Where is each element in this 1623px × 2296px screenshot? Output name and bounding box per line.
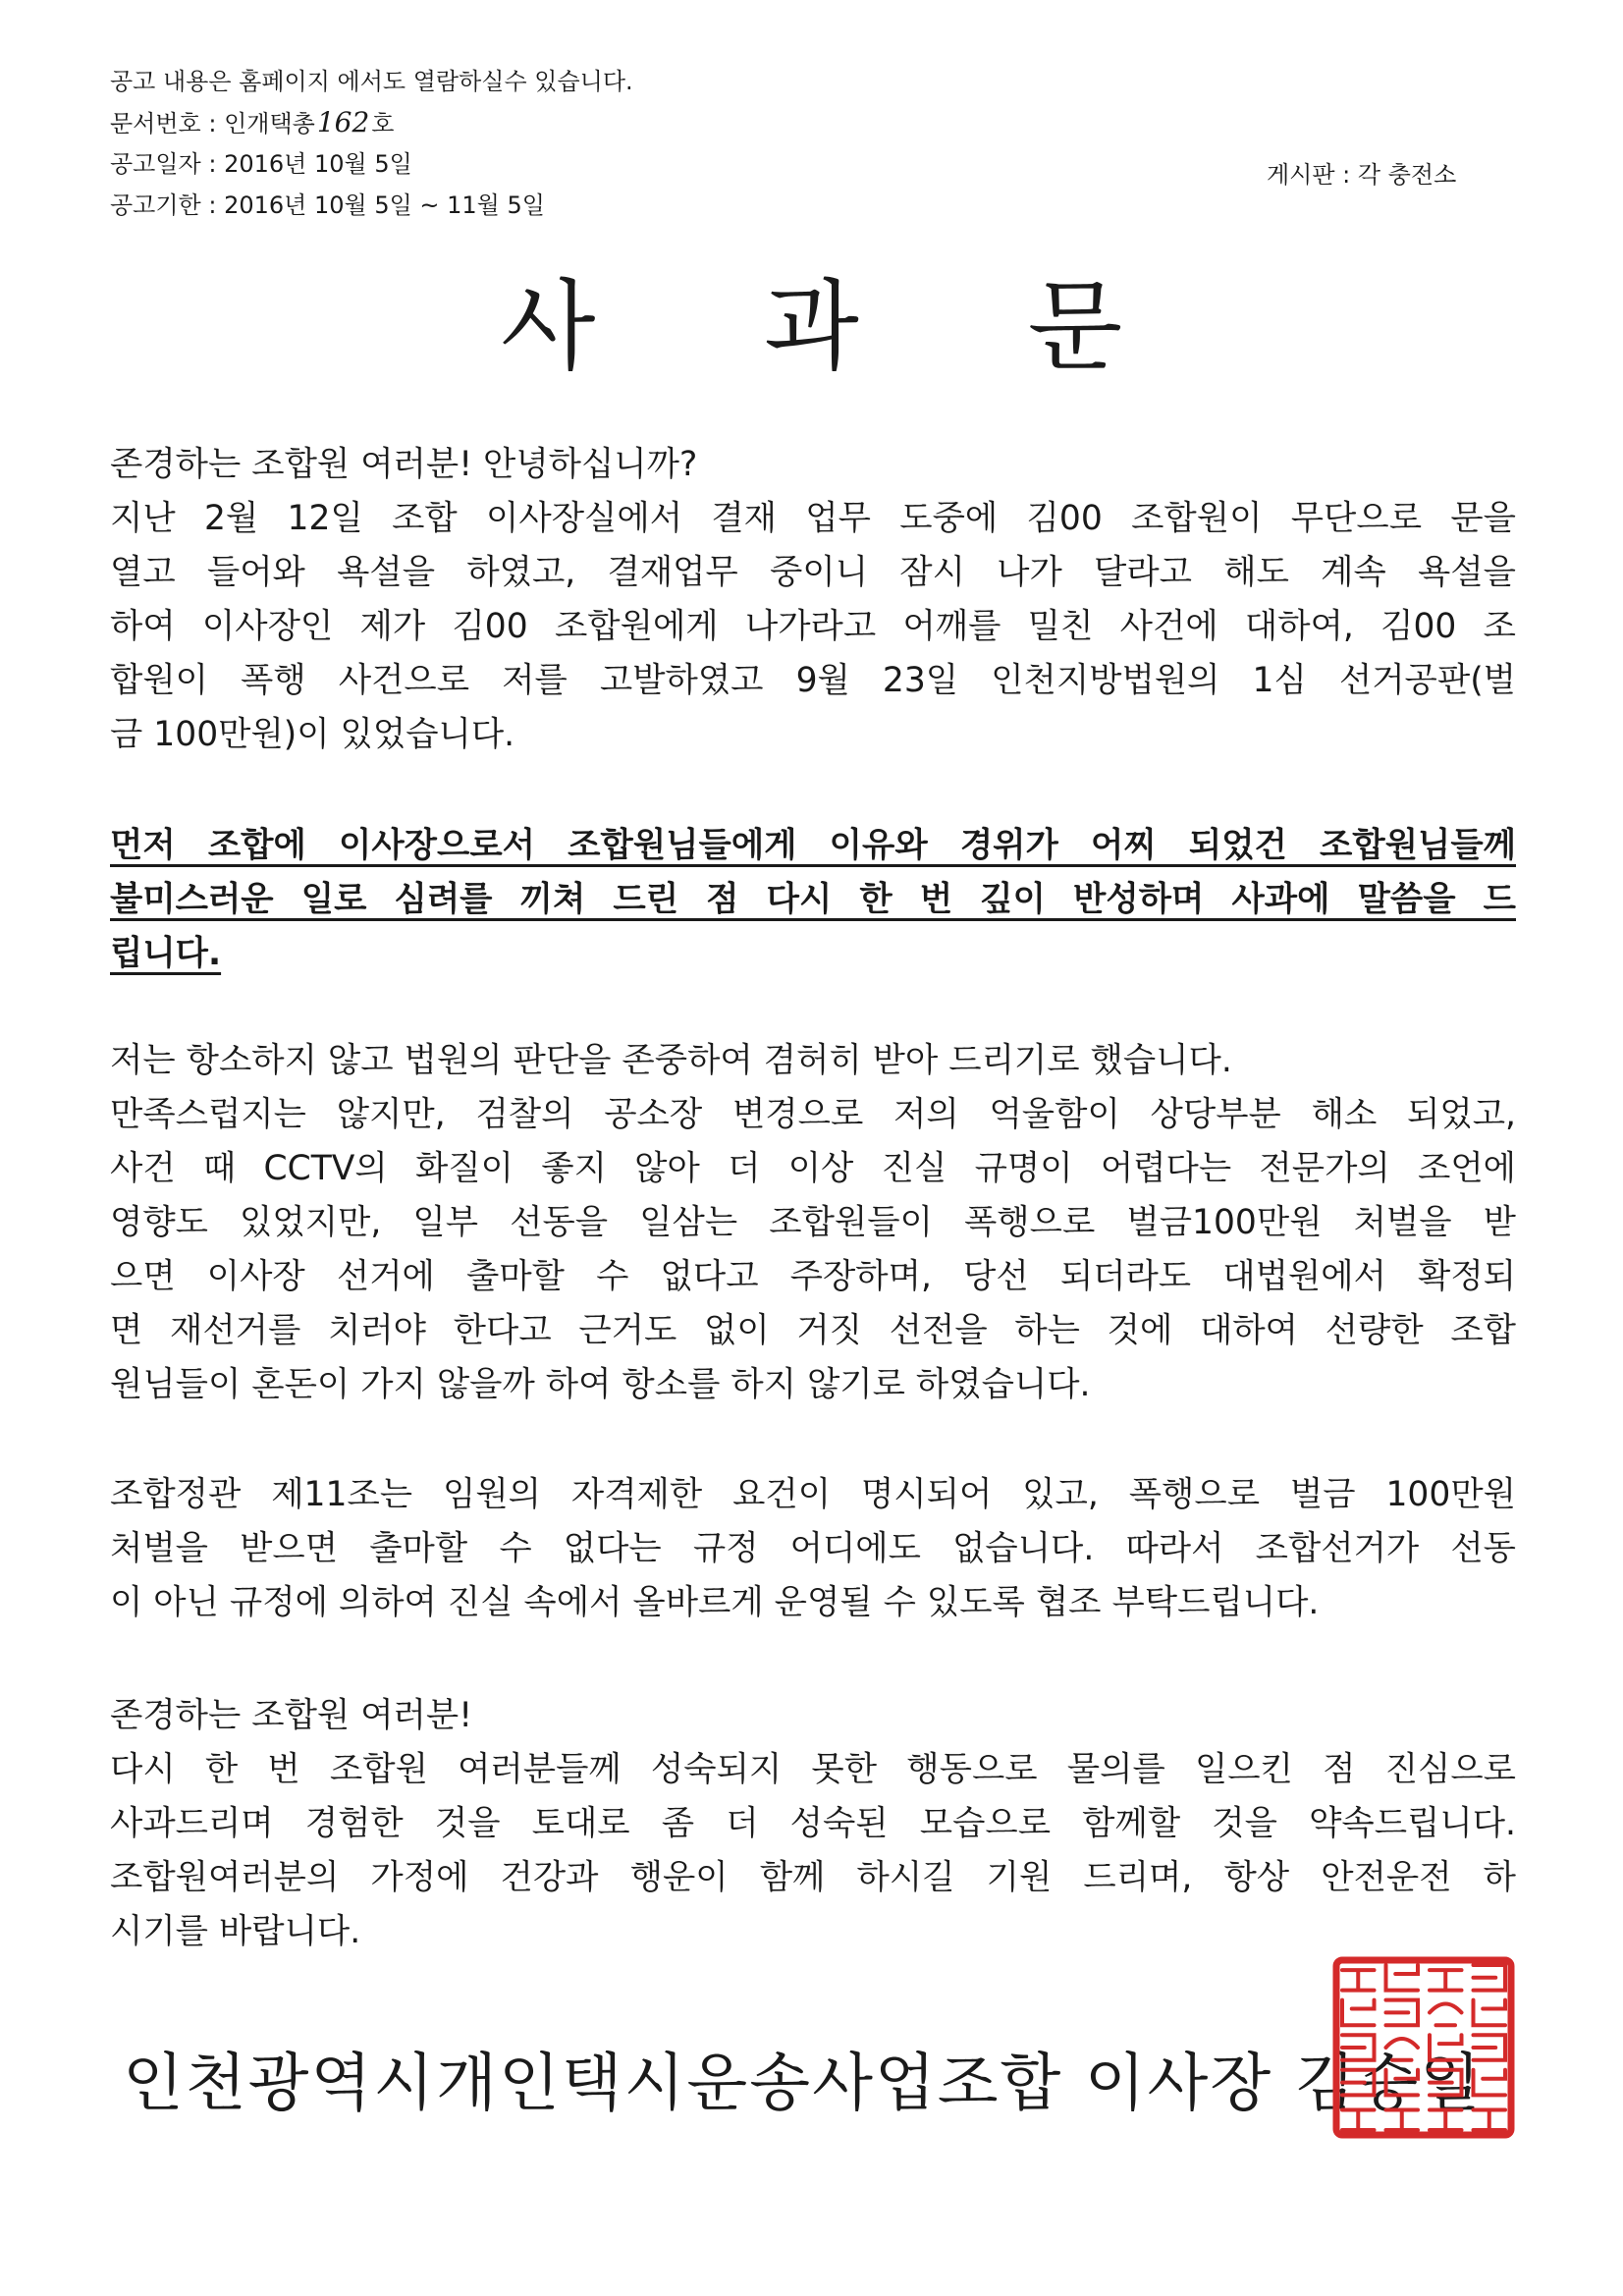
notice-period-line: 공고기한 : 2016년 10월 5일 ~ 11월 5일	[110, 191, 545, 219]
seal-glyph	[1386, 1965, 1419, 1991]
official-seal	[1330, 1954, 1517, 2141]
seal-glyph	[1474, 2110, 1506, 2130]
paragraph-no-appeal	[110, 1034, 1516, 1412]
seal-glyph	[1342, 2000, 1375, 2026]
paragraph-line: 사건 때 CCTV의 화질이 좋지 않아 더 이상 진실 규명이 어렵다는 전문가의 조언에	[110, 1149, 1516, 1188]
paragraph-line: 불미스러운 일로 심려를 끼쳐 드린 점 다시 한 번 깊이 반성하며 사과에 말씀을 드	[110, 880, 1516, 919]
notice-web-line: 공고 내용은 홈페이지 에서도 열람하실수 있습니다.	[110, 68, 633, 95]
seal-glyph	[1342, 2110, 1375, 2130]
paragraph-line: 면 재선거를 치러야 한다고 근거도 없이 거짓 선전을 하는 것에 대하여 선량한 조합	[110, 1311, 1516, 1350]
seal-glyph	[1430, 2003, 1462, 2025]
doc-number-suffix: 호	[371, 110, 395, 137]
seal-glyph	[1386, 2000, 1419, 2026]
paragraph-line: 처벌을 받으면 출마할 수 없다는 규정 어디에도 없습니다. 따라서 조합선거가 선동	[110, 1529, 1516, 1568]
paragraph-line: 저는 항소하지 않고 법원의 판단을 존중하여 겸허히 받아 드리기로 했습니다.	[110, 1041, 1232, 1080]
seal-glyph	[1474, 1965, 1506, 1991]
seal-glyph	[1386, 2039, 1419, 2060]
paragraph-line: 으면 이사장 선거에 출마할 수 없다고 주장하며, 당선 되더라도 대법원에서 확정되	[110, 1257, 1516, 1296]
doc-number-handwritten: 162	[316, 106, 370, 138]
paragraph-greeting	[110, 438, 1516, 762]
paragraph-line: 금 100만원)이 있었습니다.	[110, 715, 515, 754]
signature-line: 인천광역시개인택시운송사업조합 이사장 김승일	[123, 2048, 1483, 2120]
seal-glyph	[1342, 2070, 1375, 2096]
seal-glyph	[1474, 2000, 1506, 2026]
notice-date-line: 공고일자 : 2016년 10월 5일	[110, 150, 412, 178]
seal-glyph	[1430, 2035, 1462, 2060]
seal-glyph	[1474, 2070, 1506, 2096]
seal-glyph	[1386, 2070, 1419, 2096]
paragraph-line: 시기를 바랍니다.	[110, 1912, 361, 1951]
paragraph-line: 열고 들어와 욕설을 하였고, 결재업무 중이니 잠시 나가 달라고 해도 계속 욕설을	[110, 553, 1516, 592]
seal-glyph	[1430, 1970, 1462, 1990]
seal-glyph	[1342, 1970, 1375, 1990]
paragraph-apology-emphasis	[110, 819, 1516, 981]
document-title: 사 과 문	[500, 269, 1192, 384]
doc-number-line	[110, 102, 633, 143]
paragraph-line: 먼저 조합에 이사장으로서 조합원님들에게 이유와 경위가 어찌 되었건 조합원님들께	[110, 826, 1516, 865]
paragraph-line: 조합정관 제11조는 임원의 자격제한 요건이 명시되어 있고, 폭행으로 벌금 100만원	[110, 1475, 1516, 1514]
seal-glyph	[1474, 2035, 1506, 2060]
paragraph-line: 만족스럽지는 않지만, 검찰의 공소장 변경으로 저의 억울함이 상당부분 해소 되었고,	[110, 1095, 1516, 1134]
paragraph-line: 이 아닌 규정에 의하여 진실 속에서 올바르게 운영될 수 있도록 협조 부탁드립니다.	[110, 1583, 1320, 1622]
board-label: 게시판 : 각 충전소	[1267, 161, 1457, 189]
paragraph-line: 조합원여러분의 가정에 건강과 행운이 함께 하시길 기원 드리며, 항상 안전운전 하	[110, 1858, 1516, 1897]
seal-glyph	[1386, 2110, 1419, 2130]
paragraph-line: 사과드리며 경험한 것을 토대로 좀 더 성숙된 모습으로 함께할 것을 약속드립니다.	[110, 1804, 1516, 1843]
paragraph-bylaws	[110, 1468, 1516, 1630]
paragraph-line: 원님들이 혼돈이 가지 않을까 하여 항소를 하지 않기로 하였습니다.	[110, 1365, 1091, 1404]
doc-number-label: 문서번호 : 인개택총	[110, 110, 315, 137]
seal-glyph	[1342, 2035, 1375, 2060]
seal-glyph	[1430, 2070, 1462, 2096]
seal-glyph	[1430, 2110, 1462, 2130]
paragraph-line: 영향도 있었지만, 일부 선동을 일삼는 조합원들이 폭행으로 벌금100만원 처벌을 받	[110, 1203, 1516, 1242]
notice-meta	[110, 61, 633, 226]
paragraph-line: 다시 한 번 조합원 여러분들께 성숙되지 못한 행동으로 물의를 일으킨 점 진심으로	[110, 1750, 1516, 1789]
paragraph-line: 지난 2월 12일 조합 이사장실에서 결재 업무 도중에 김00 조합원이 무단으로 문을	[110, 499, 1516, 538]
paragraph-line: 존경하는 조합원 여러분! 안녕하십니까?	[110, 445, 698, 484]
paragraph-closing	[110, 1689, 1516, 1959]
paragraph-line: 존경하는 조합원 여러분!	[110, 1696, 473, 1735]
paragraph-line: 립니다.	[110, 934, 222, 973]
paragraph-line: 하여 이사장인 제가 김00 조합원에게 나가라고 어깨를 밀친 사건에 대하여, 김00 조	[110, 607, 1516, 646]
paragraph-line: 합원이 폭행 사건으로 저를 고발하였고 9월 23일 인천지방법원의 1심 선거공판(벌	[110, 661, 1516, 700]
